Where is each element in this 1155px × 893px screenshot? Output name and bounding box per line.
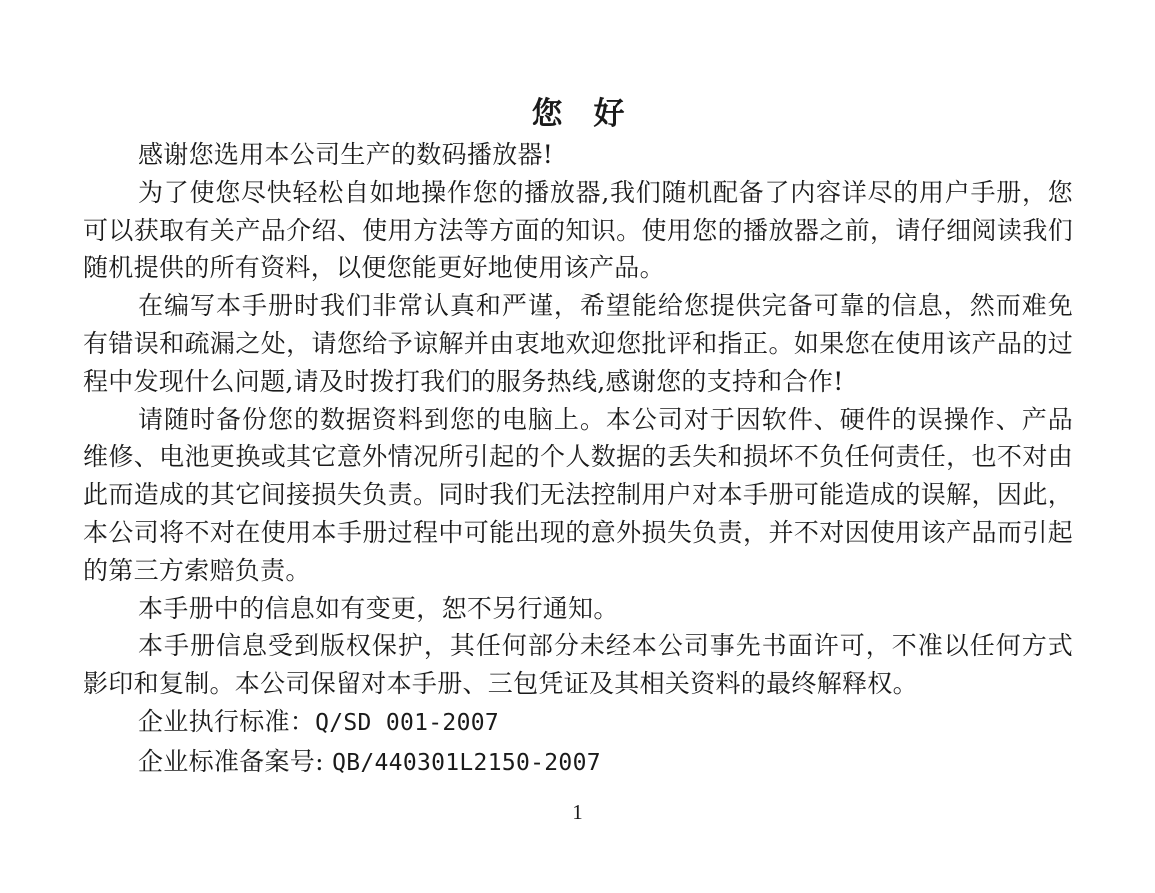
enterprise-standard-value: Q/SD 001-2007: [315, 709, 500, 736]
enterprise-standard-line: [83, 703, 1073, 743]
standard-filing-label: 企业标准备案号:: [138, 746, 333, 776]
standard-filing-value: QB/440301L2150-2007: [332, 749, 601, 776]
paragraph-data-backup-disclaimer: 请随时备份您的数据资料到您的电脑上。本公司对于因软件、硬件的误操作、产品维修、电池更换或其它意外情况所引起的个人数据的丢失和损坏不负任何责任，也不对由此而造成的其它间接损失负责。同时我们无法控制用户对本手册可能造成的误解，因此，本公司将不对在使用本手册过程中可能出现的意外损失负责，并不对因使用该产品而引起的第三方索赔负责。: [83, 404, 1073, 585]
paragraph-thanks: 感谢您选用本公司生产的数码播放器!: [138, 140, 554, 169]
paragraph-change-notice: 本手册中的信息如有变更，恕不另行通知。: [138, 593, 619, 623]
document-page: [83, 92, 1073, 783]
paragraph-errors-notice: 在编写本手册时我们非常认真和严谨，希望能给您提供完备可靠的信息，然而难免有错误和疏漏之处，请您给予谅解并由衷地欢迎您批评和指正。如果您在使用该产品的过程中发现什么问题,请及时拨打我们的服务热线,感谢您的支持和合作!: [83, 291, 1073, 396]
enterprise-standard-label: 企业执行标准：: [138, 706, 316, 736]
paragraph-copyright: 本手册信息受到版权保护，其任何部分未经本公司事先书面许可，不准以任何方式影印和复制。本公司保留对本手册、三包凭证及其相关资料的最终解释权。: [83, 631, 1073, 699]
paragraph-manual-intro: 为了使您尽快轻松自如地操作您的播放器,我们随机配备了内容详尽的用户手册，您可以获取有关产品介绍、使用方法等方面的知识。使用您的播放器之前，请仔细阅读我们随机提供的所有资料，以便您能更好地使用该产品。: [83, 177, 1073, 283]
page-number: 1: [572, 800, 583, 824]
page-title: 您 好: [531, 96, 625, 132]
standard-filing-line: [83, 743, 1073, 783]
